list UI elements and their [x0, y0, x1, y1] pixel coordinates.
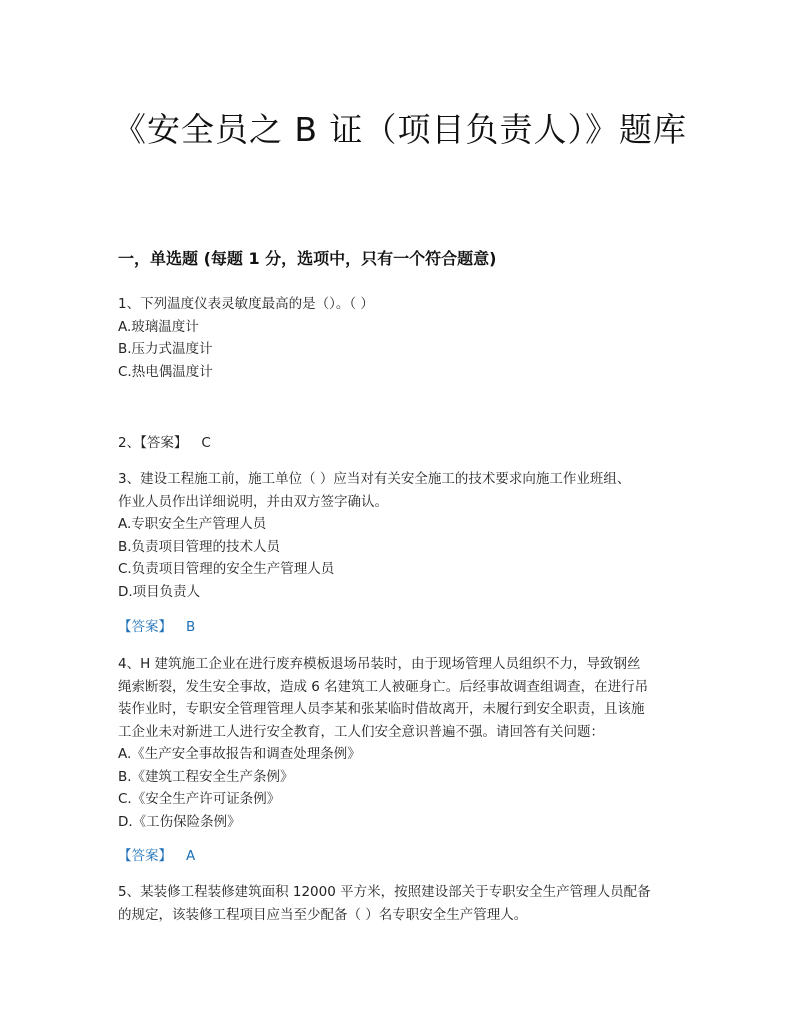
document-title: 《安全员之 B 证（项目负责人）》题库: [112, 110, 688, 149]
question-stem-line1: 5、某装修工程装修建筑面积 12000 平方米，按照建设部关于专职安全生产管理人员配备: [118, 884, 651, 900]
question-5: [118, 881, 683, 926]
option-d: D.项目负责人: [118, 583, 201, 600]
answer-label: 【答案】: [118, 619, 172, 635]
question-stem-line3: 装作业时，专职安全管理管理人员李某和张某临时借故离开，未履行到安全职责，且该施: [118, 701, 645, 717]
answer-4: [118, 845, 683, 868]
question-stem: 1、下列温度仪表灵敏度最高的是（）。（ ）: [118, 296, 374, 312]
answer-2: [118, 432, 683, 455]
section-heading: 一，单选题 (每题 1 分，选项中，只有一个符合题意): [118, 249, 497, 268]
question-stem-line1: 3、建设工程施工前，施工单位（ ）应当对有关安全施工的技术要求向施工作业班组、: [118, 471, 631, 487]
option-d: D.《工伤保险条例》: [118, 813, 241, 830]
answer-value: B: [186, 619, 196, 635]
option-c: C.负责项目管理的安全生产管理人员: [118, 561, 335, 577]
question-3: [118, 468, 683, 603]
question-4: [118, 653, 683, 833]
question-stem-line2: 绳索断裂，发生安全事故，造成 6 名建筑工人被砸身亡。后经事故调查组调查，在进行吊: [118, 678, 649, 695]
option-b: B.《建筑工程安全生产条例》: [118, 768, 294, 785]
option-a: A.《生产安全事故报告和调查处理条例》: [118, 746, 361, 762]
question-stem-line4: 工企业未对新进工人进行安全教育，工人们安全意识普遍不强。请回答有关问题：: [118, 723, 604, 740]
answer-value: C: [201, 435, 211, 451]
question-stem-line2: 的规定，该装修工程项目应当至少配备（ ）名专职安全生产管理人。: [118, 906, 528, 923]
answer-value: A: [186, 848, 196, 864]
option-a: A.玻璃温度计: [118, 318, 199, 335]
option-c: C.热电偶温度计: [118, 363, 213, 380]
answer-prefix: 2、【答案】: [118, 435, 188, 451]
option-b: B.负责项目管理的技术人员: [118, 538, 281, 555]
answer-3: [118, 616, 683, 639]
question-1: [118, 293, 683, 383]
option-b: B.压力式温度计: [118, 341, 213, 357]
option-a: A.专职安全生产管理人员: [118, 516, 267, 532]
question-stem-line2: 作业人员作出详细说明，并由双方签字确认。: [118, 493, 388, 510]
option-c: C.《安全生产许可证条例》: [118, 791, 281, 807]
question-stem-line1: 4、H 建筑施工企业在进行废弃模板退场吊装时，由于现场管理人员组织不力，导致钢丝: [118, 656, 641, 672]
answer-label: 【答案】: [118, 848, 172, 864]
